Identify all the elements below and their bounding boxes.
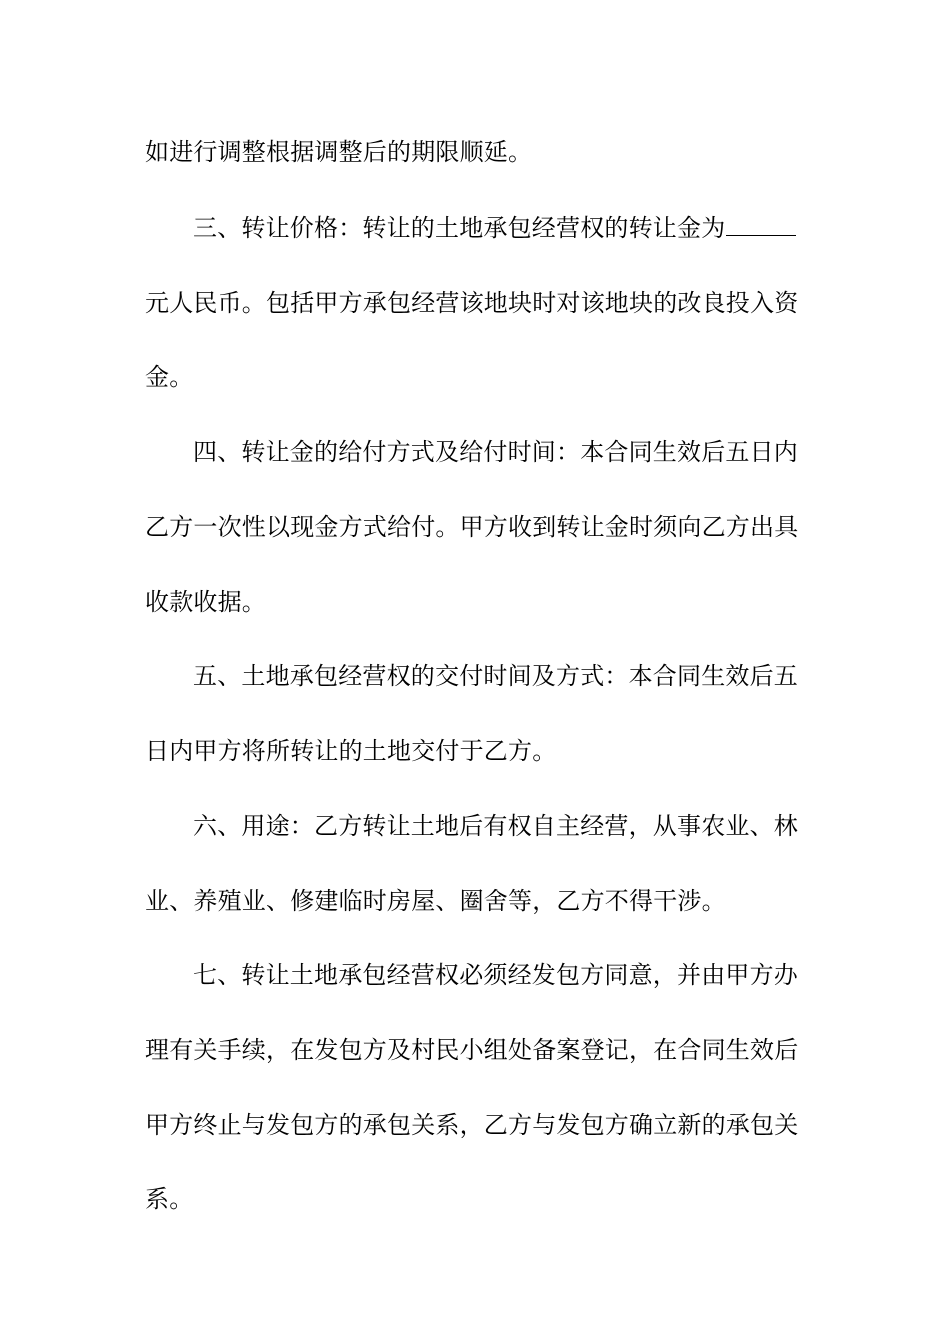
text-line: 四、转让金的给付方式及给付时间：本合同生效后五日内	[193, 438, 798, 466]
text-line: 甲方终止与发包方的承包关系，乙方与发包方确立新的承包关	[145, 1111, 799, 1139]
text-line: 三、转让价格：转让的土地承包经营权的转让金为	[193, 214, 726, 242]
text-line: 如进行调整根据调整后的期限顺延。	[145, 138, 533, 166]
text-line: 系。	[145, 1185, 194, 1213]
text-line: 理有关手续，在发包方及村民小组处备案登记，在合同生效后	[145, 1036, 799, 1064]
clause-3-line	[193, 212, 805, 244]
text-line: 五、土地承包经营权的交付时间及方式：本合同生效后五	[193, 662, 798, 690]
price-blank	[726, 213, 796, 236]
text-line: 收款收据。	[145, 588, 266, 616]
text-line: 元人民币。包括甲方承包经营该地块时对该地块的改良投入资	[145, 289, 799, 317]
text-line: 乙方一次性以现金方式给付。甲方收到转让金时须向乙方出具	[145, 513, 799, 541]
text-line: 六、用途：乙方转让土地后有权自主经营，从事农业、林	[193, 812, 798, 840]
text-line: 七、转让土地承包经营权必须经发包方同意，并由甲方办	[193, 961, 798, 989]
text-line: 业、养殖业、修建临时房屋、圈舍等，乙方不得干涉。	[145, 887, 726, 915]
text-line: 日内甲方将所转让的土地交付于乙方。	[145, 737, 557, 765]
text-line: 金。	[145, 363, 194, 391]
